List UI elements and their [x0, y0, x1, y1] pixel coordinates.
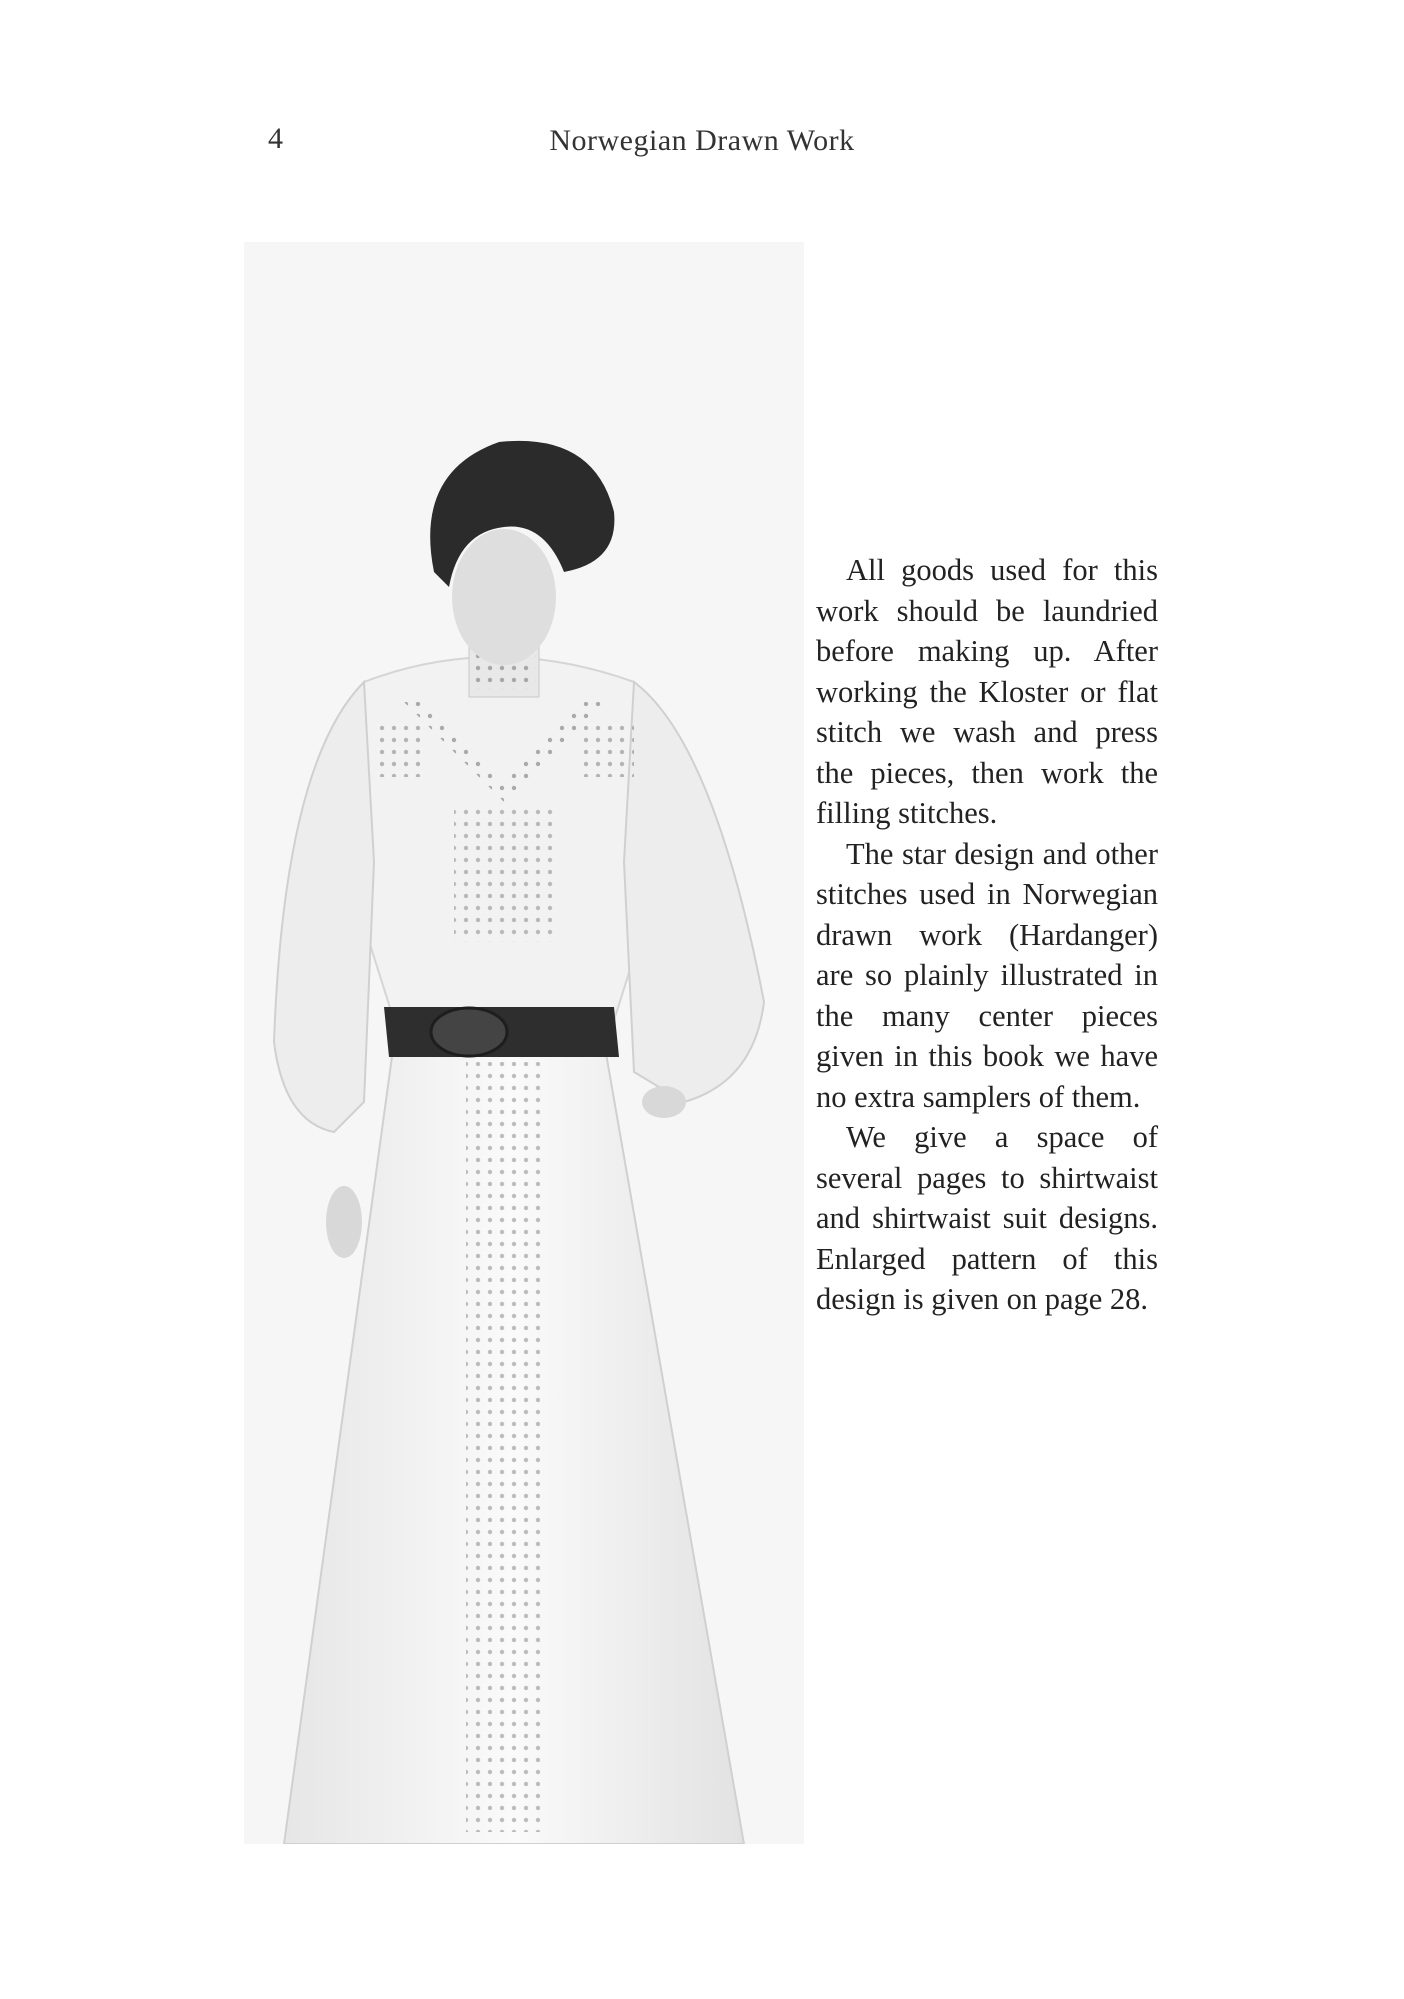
figure-photograph: [244, 242, 804, 1844]
running-title: Norwegian Drawn Work: [549, 124, 855, 157]
paragraph-2: The star design and other stitches used in Norwegian drawn work (Hardanger) are so plainly illustrated in the many center pieces given in this book we have no extra samplers of them.: [816, 836, 1158, 1114]
paragraph-1: All goods used for this work should be laundried before making up. After working the Kloster or flat stitch we wash and press the pieces, then work the filling stitches.: [816, 553, 1158, 830]
body-text: [816, 550, 1158, 1320]
photograph-woman-in-embroidered-dress-icon: [244, 242, 804, 1844]
page-number: 4: [268, 122, 283, 155]
paragraph-3: We give a space of several pages to shirtwaist and shirtwaist suit designs. Enlarged pattern of this design is given on page 28.: [816, 1120, 1158, 1316]
